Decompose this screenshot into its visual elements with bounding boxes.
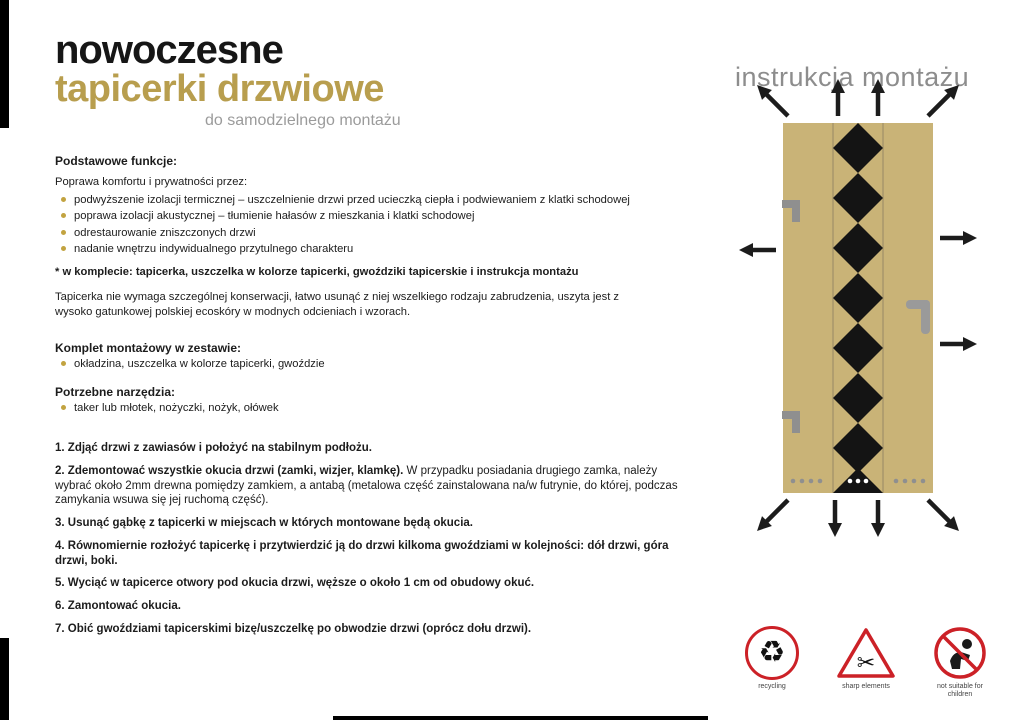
step-item <box>55 441 687 456</box>
edge-mark-top-left <box>0 0 9 128</box>
list-item-text: taker lub młotek, nożyczki, nożyk, ołówek <box>74 401 279 414</box>
functions-list <box>55 193 700 256</box>
bullet-icon <box>61 197 66 202</box>
bullet-icon <box>61 361 66 366</box>
step-bold-text: Równomiernie rozłożyć tapicerkę i przytwierdzić ją do drzwi kilkoma gwoździami w kolejności: dół drzwi, góra drzwi, boki. <box>55 539 669 567</box>
step-item <box>55 576 687 591</box>
recycling-glyph: ♻ <box>758 635 786 670</box>
step-item <box>55 464 687 508</box>
bullet-icon <box>61 246 66 251</box>
step-number: 3. <box>55 517 65 530</box>
list-item-text: poprawa izolacji akustycznej – tłumienie hałasów z mieszkania i klatki schodowej <box>74 210 475 223</box>
step-item <box>55 599 687 614</box>
sharp-elements-icon <box>830 626 902 698</box>
door-illustration <box>738 78 988 553</box>
title-line1: nowoczesne <box>55 28 283 72</box>
step-bold-text: Zdemontować wszystkie okucia drzwi (zamki, wizjer, klamkę). <box>67 464 404 477</box>
functions-heading: Podstawowe funkcje: <box>55 154 178 168</box>
step-bold-text: Wyciąć w tapicerce otwory pod okucia drzwi, węższe o około 1 cm od obudowy okuć. <box>67 577 535 590</box>
care-paragraph: Tapicerka nie wymaga szczególnej konserwacji, łatwo usunąć z niej wszelkiego rodzaju zabrudzenia, uszyta jest z wysoko gatunkowej polskiej ecoskóry w modnych odcieniach i wzorach. <box>55 291 620 319</box>
bullet-icon <box>61 213 66 218</box>
bullet-icon <box>61 405 66 410</box>
step-bold-text: Zdjąć drzwi z zawiasów i położyć na stabilnym podłożu. <box>67 442 372 455</box>
step-bold-text: Zamontować okucia. <box>67 599 181 612</box>
bullet-icon <box>61 230 66 235</box>
step-item <box>55 622 687 637</box>
list-item <box>55 209 700 223</box>
list-item-text: podwyższenie izolacji termicznej – uszczelnienie drzwi przed ucieczką ciepła i podwiewaniem z klatki schodowej <box>74 194 630 206</box>
list-item <box>55 242 700 256</box>
steps-list <box>55 441 687 636</box>
list-item-text: odrestaurowanie zniszczonych drzwi <box>74 226 256 239</box>
icon-label: recycling <box>758 683 786 690</box>
title-subtitle: do samodzielnego montażu <box>205 112 401 129</box>
step-number: 6. <box>55 599 65 612</box>
step-number: 5. <box>55 577 65 590</box>
door-diagram-svg <box>738 78 988 548</box>
nail-dots <box>791 479 926 484</box>
step-item <box>55 539 687 568</box>
step-bold-text: Obić gwoździami tapicerskimi bizę/uszczelkę po obwodzie drzwi (oprócz dołu drzwi). <box>67 622 532 635</box>
text-column <box>55 30 700 644</box>
icon-label: not suitable for children <box>937 683 983 698</box>
list-item <box>55 226 700 240</box>
included-note: * w komplecie: tapicerka, uszczelka w kolorze tapicerki, gwoździki tapicerskie i instrukcja montażu <box>55 266 579 279</box>
list-item-text: nadanie wnętrzu indywidualnego przytulnego charakteru <box>74 242 354 255</box>
step-bold-text: Usunąć gąbkę z tapicerki w miejscach w których montowane będą okucia. <box>67 517 473 530</box>
safety-icons-row <box>736 626 996 698</box>
step-number: 7. <box>55 622 65 635</box>
tools-list <box>55 401 700 415</box>
step-item <box>55 516 687 531</box>
step-number: 1. <box>55 442 65 455</box>
icon-label: sharp elements <box>842 683 890 690</box>
title-line2: tapicerki drzwiowe <box>55 68 384 110</box>
svg-text:✂: ✂ <box>856 651 876 676</box>
recycling-circle <box>745 626 799 680</box>
functions-lead: Poprawa komfortu i prywatności przez: <box>55 176 248 188</box>
step-number: 2. <box>55 464 65 477</box>
instructions-heading: instrukcja montażu <box>735 62 970 92</box>
edge-mark-bottom-left <box>0 638 9 720</box>
tools-heading: Potrzebne narzędzia: <box>55 384 176 399</box>
kit-list <box>55 357 700 371</box>
list-item <box>55 193 700 207</box>
step-number: 4. <box>55 539 65 552</box>
sharp-triangle <box>836 626 896 680</box>
product-title <box>55 30 700 130</box>
edge-mark-bottom-center <box>333 716 708 720</box>
list-item-text: okładzina, uszczelka w kolorze tapicerki, gwoździe <box>74 357 325 370</box>
step-rest-text: W przypadku posiadania drugiego zamka, należy wybrać około 2mm drewna pomiędzy zamkiem, a antabą (metalowa część zainstalowana na/w futrynie, do której, podczas zamykania wsuwa się jej ruchomą część). <box>55 464 678 507</box>
list-item <box>55 357 700 371</box>
not-for-children-icon <box>924 626 996 698</box>
recycling-icon <box>736 626 808 698</box>
list-item <box>55 401 700 415</box>
kit-heading: Komplet montażowy w zestawie: <box>55 340 242 355</box>
children-prohibited-sign <box>933 626 987 680</box>
